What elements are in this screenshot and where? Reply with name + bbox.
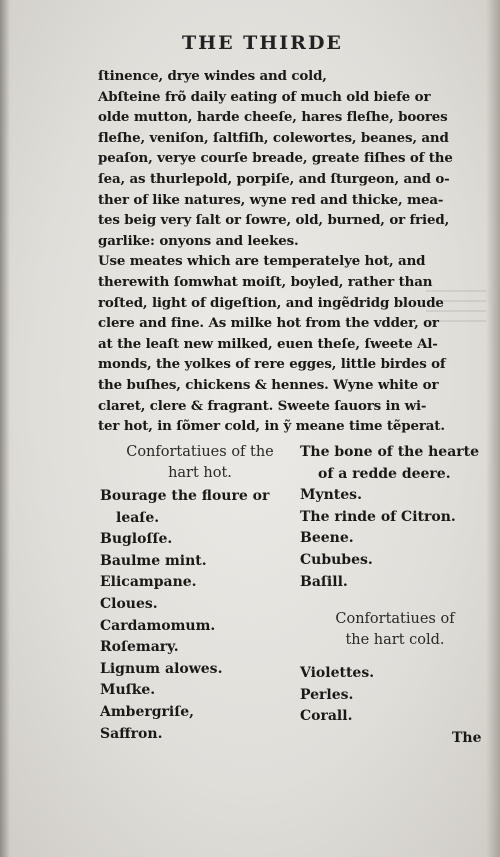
body-line: therewith ſomwhat moiſt, boyled, rather than [98,273,433,290]
list-item: Cardamomum. [100,617,216,634]
list-item: Muſke. [100,682,156,699]
list-item: Ambergriſe, [100,703,195,720]
list-item: The rinde of Citron. [300,508,456,525]
body-line: tes beig very ſalt or ſowre, old, burned, or fried, [98,212,450,229]
running-header: THE THIRDE [182,32,343,54]
list-item: Cloues. [100,595,158,612]
list-item: Baſill. [300,573,348,590]
body-line: roſted, light of digeſtion, and ingẽdridg bloude [98,294,444,311]
list-item: Elicampane. [100,574,197,591]
list-item: Bugloſſe. [100,531,173,548]
list-item: Baulme mint. [100,552,207,569]
list-item: Beene. [300,530,354,547]
body-line: ter hot, in ſõmer cold, in ỹ meane time tẽperat. [98,418,445,435]
left-column-heading [100,442,300,484]
body-line: fleſhe, veniſon, ſaltfiſh, colewortes, beanes, and [98,129,449,146]
catchword: The [452,730,482,746]
right-column-heading [300,609,490,651]
body-line: Abſteine frõ daily eating of much old biefe or [98,88,431,105]
list-item-continuation: of a redde deere. [318,465,451,482]
list-item-deer-bone [300,442,490,485]
list-item: The bone of the hearte [300,444,480,460]
list-item: Roſemary. [100,639,179,656]
list-item: Corall. [300,708,353,725]
body-paragraphs [98,66,488,437]
left-items [100,486,300,745]
body-line: garlike: onyons and leekes. [98,232,299,249]
hot-confortatives-list [100,442,300,745]
body-line: clere and fine. As milke hot from the vdder, or [98,315,439,332]
heading-line: Confortatiues of [335,611,455,628]
list-item: Perles. [300,686,354,703]
cold-items [300,663,490,728]
body-line: peaſon, verye courſe breade, greate fiſhes of the [98,150,453,167]
heading-line: Confortatiues of the [126,444,274,460]
right-column [300,442,490,728]
list-item: Lignum alowes. [100,660,223,677]
list-item: Saffron. [100,725,163,742]
list-item: Myntes. [300,487,362,504]
body-line: monds, the yolkes of rere egges, little birdes of [98,356,446,373]
body-line: at the leaſt new milked, euen theſe, ſweete Al- [98,335,438,352]
body-line: claret, clere & fragrant. Sweete ſauors in wi- [98,397,427,414]
body-line: ther of like natures, wyne red and thicke, mea- [98,191,444,208]
body-line: olde mutton, harde cheeſe, hares fleſhe, boores [98,109,448,126]
list-item: Cububes. [300,551,373,568]
body-line: ſea, as thurlepold, porpiſe, and ſturgeon, and o- [98,170,450,187]
heading-line: the hart cold. [345,632,445,649]
heading-line: hart hot. [168,465,232,481]
body-line: ſtinence, drye windes and cold, [98,68,327,84]
list-item-continuation: leaſe. [116,509,160,526]
list-item: Bourage the floure or [100,488,270,504]
body-line: Use meates which are temperatelye hot, and [98,253,426,270]
list-item: Violettes. [300,665,375,682]
body-line: the buſhes, chickens & hennes. Wyne white or [98,376,439,393]
